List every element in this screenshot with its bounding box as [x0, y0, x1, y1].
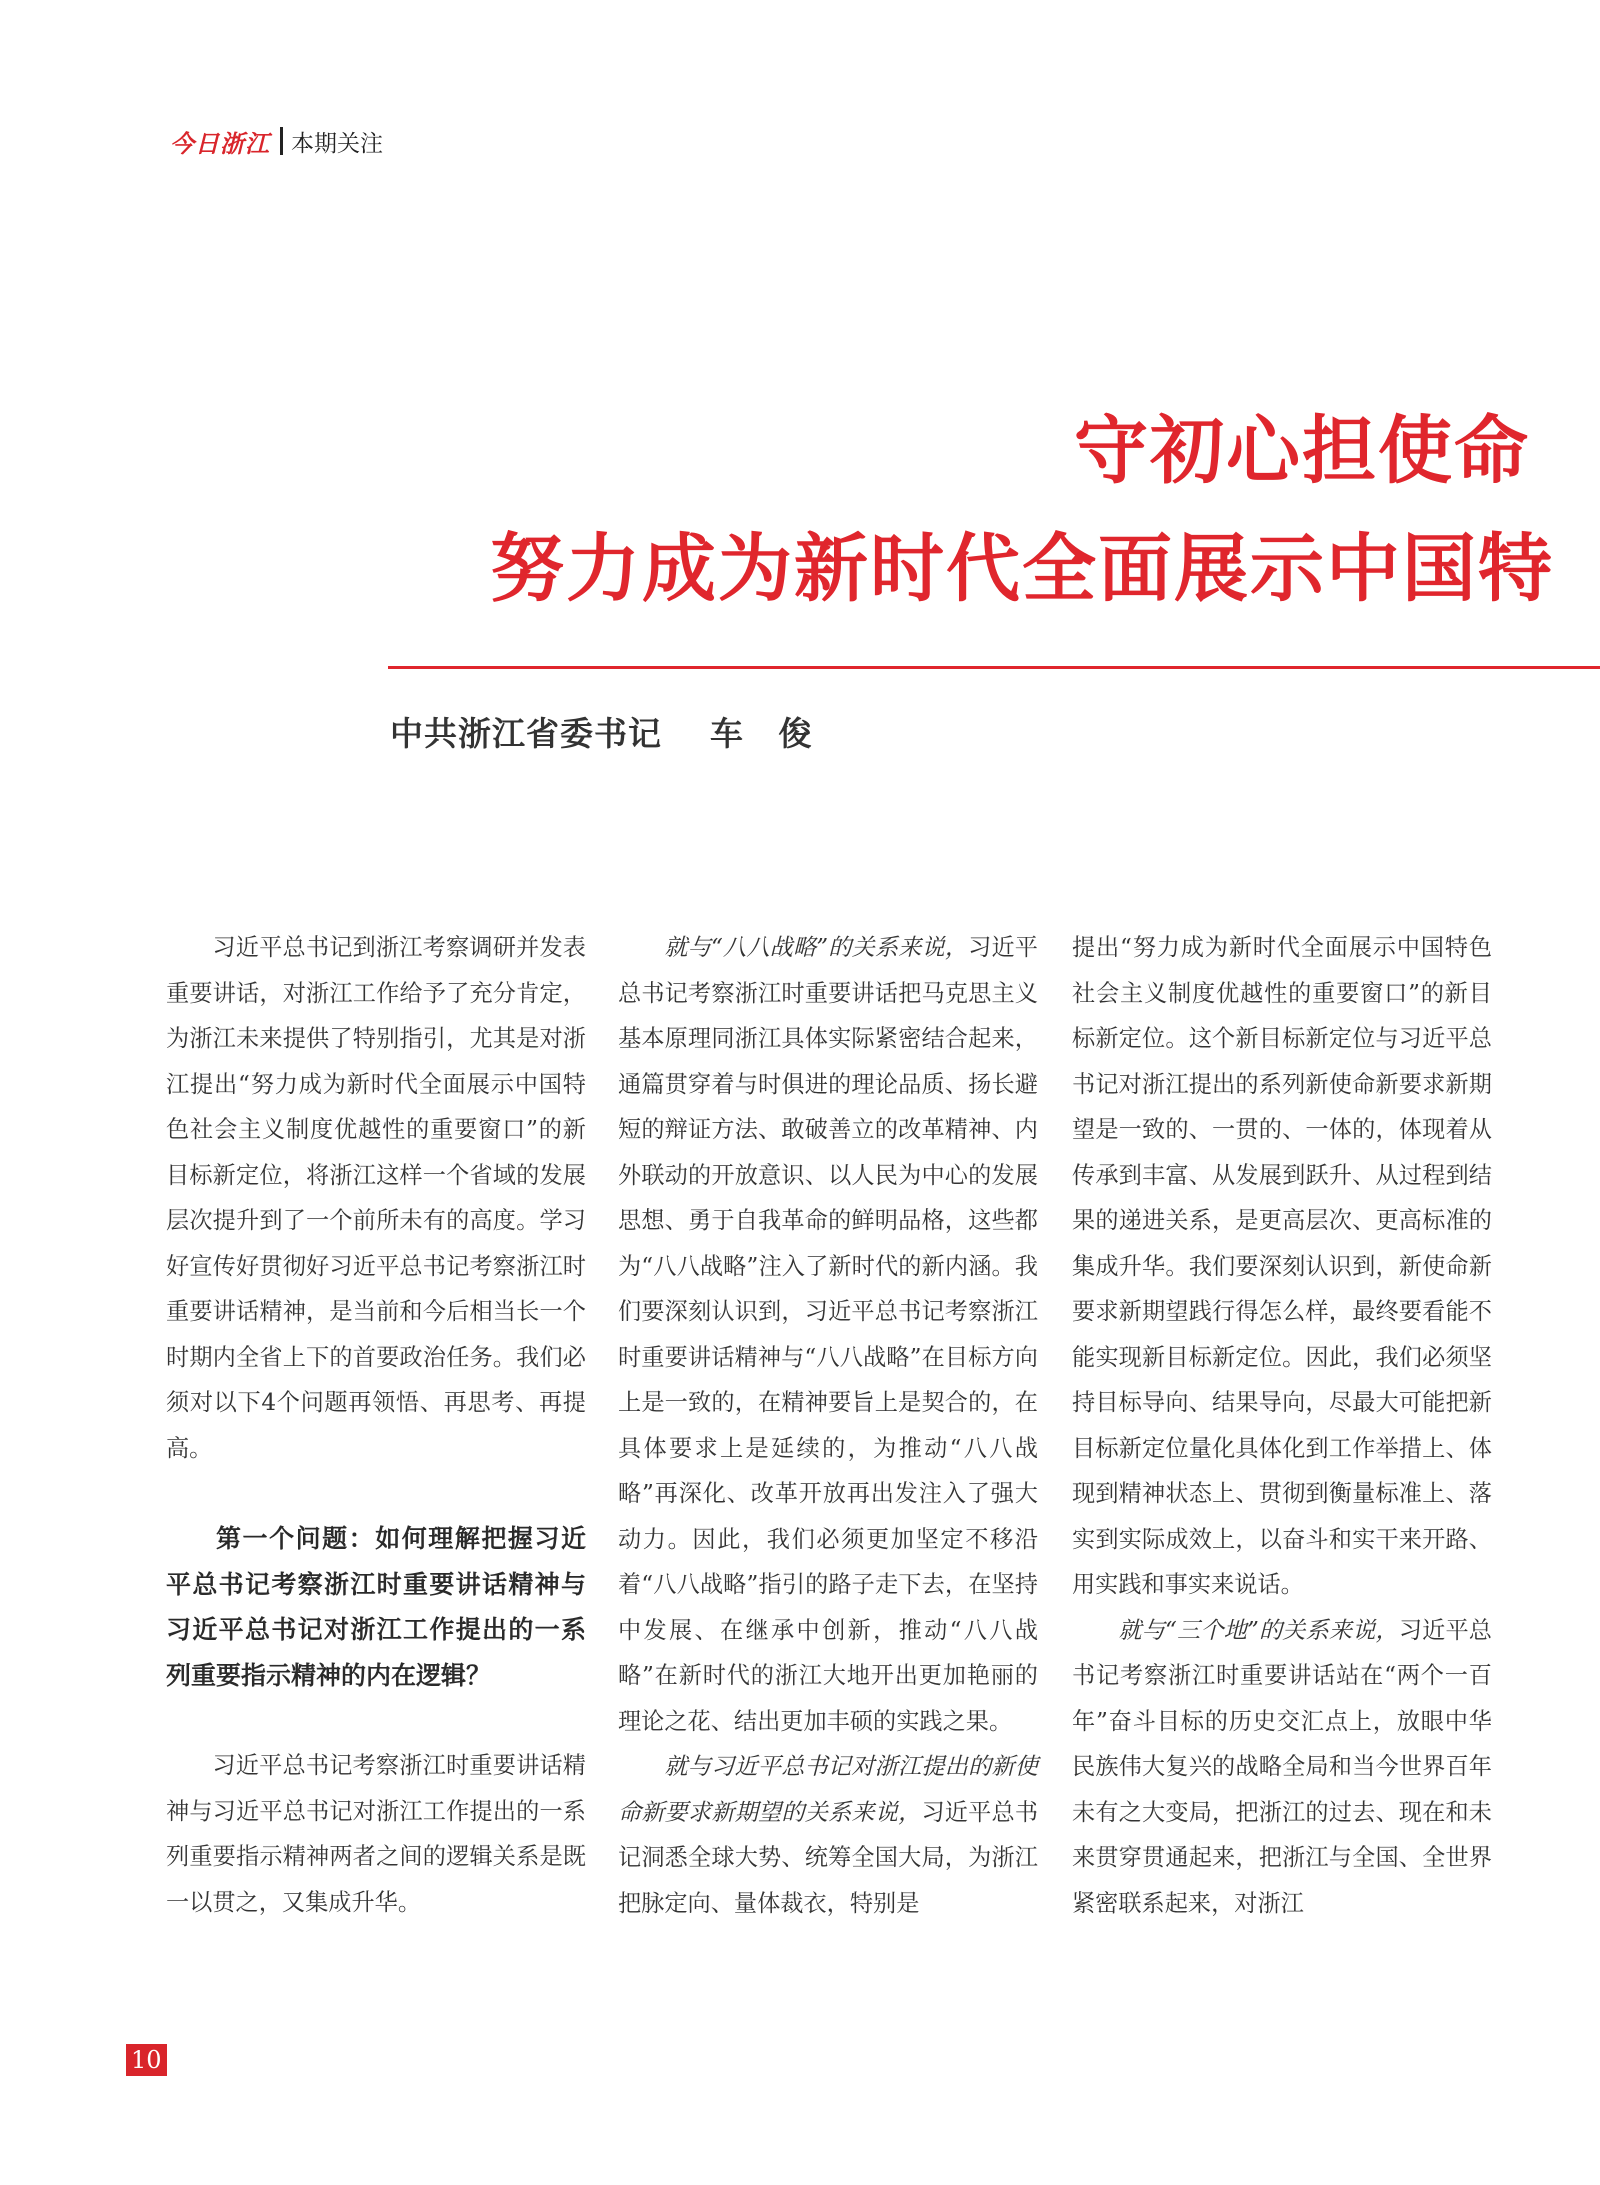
- paragraph-body: 习近平总书记考察浙江时重要讲话把马克思主义基本原理同浙江具体实际紧密结合起来，通篇贯穿着与时俱进的理论品质、扬长避短的辩证方法、敢破善立的改革精神、内外联动的开放意识、以人民为中心的发展思想、勇于自我革命的鲜明品格，这些都为“八八战略”注入了新时代的新内涵。我们要深刻认识到，习近平总书记考察浙江时重要讲话精神与“八八战略”在目标方向上是一致的，在精神要旨上是契合的，在具体要求上是延续的，为推动“八八战略”再深化、改革开放再出发注入了强大动力。因此，我们必须更加坚定不移沿着“八八战略”指引的路子走下去，在坚持中发展、在继承中创新，推动“八八战略”在新时代的浙江大地开出更加艳丽的理论之花、结出更加丰硕的实践之果。: [618, 934, 1038, 1735]
- paragraph: [618, 925, 1038, 1744]
- author-position: 中共浙江省委书记: [390, 714, 662, 753]
- paragraph-gap: [166, 1698, 586, 1743]
- magazine-logo: 今日浙江: [170, 128, 270, 158]
- paragraph-body: 习近平总书记考察浙江时重要讲话站在“两个一百年”奋斗目标的历史交汇点上，放眼中华民族伟大复兴的战略全局和当今世界百年未有之大变局，把浙江的过去、现在和未来贯穿贯通起来，把浙江与全国、全世界紧密联系起来，对浙江: [1072, 1616, 1492, 1917]
- paragraph-body: 习近平总书记洞悉全球大势、统筹全国大局，为浙江把脉定向、量体裁衣，特别是: [618, 1798, 1039, 1917]
- article-title-line-1: 守初心担使命: [1074, 408, 1530, 494]
- author-name: 车 俊: [710, 714, 824, 753]
- paragraph-lead: 就与“八八战略”的关系来说，: [664, 934, 969, 961]
- title-divider: [388, 666, 1600, 669]
- paragraph-lead: 就与“三个地”的关系来说，: [1118, 1616, 1399, 1644]
- text-column-1: [166, 925, 586, 1925]
- section-heading: 第一个问题：如何理解把握习近平总书记考察浙江时重要讲话精神与习近平总书记对浙江工作提出的一系列重要指示精神的内在逻辑？: [166, 1524, 586, 1690]
- author-byline: [390, 708, 824, 755]
- header-separator: [280, 127, 283, 155]
- paragraph: 习近平总书记考察浙江时重要讲话精神与习近平总书记对浙江工作提出的一系列重要指示精神两者之间的逻辑关系是既一以贯之，又集成升华。: [166, 1752, 586, 1916]
- paragraph-lead: 就与习近平总书记对浙江提出的新使命新要求新期望的关系来说，: [618, 1753, 1038, 1826]
- paragraph-gap: [166, 1471, 586, 1516]
- paragraph: 提出“努力成为新时代全面展示中国特色社会主义制度优越性的重要窗口”的新目标新定位。这个新目标新定位与习近平总书记对浙江提出的系列新使命新要求新期望是一致的、一贯的、一体的，体现着从传承到丰富、从发展到跃升、从过程到结果的递进关系，是更高层次、更高标准的集成升华。我们要深刻认识到，新使命新要求新期望践行得怎么样，最终要看能不能实现新目标新定位。因此，我们必须坚持目标导向、结果导向，尽最大可能把新目标新定位量化具体化到工作举措上、体现到精神状态上、贯彻到衡量标准上、落实到实际成效上，以奋斗和实干来开路、用实践和事实来说话。: [1072, 934, 1492, 1598]
- page-header: [170, 124, 383, 158]
- text-column-2: [618, 925, 1038, 1926]
- article-title-line-2: 努力成为新时代全面展示中国特: [490, 526, 1554, 612]
- section-label: 本期关注: [291, 130, 383, 157]
- text-column-3: [1072, 925, 1492, 1926]
- paragraph: [618, 1744, 1038, 1926]
- paragraph: [1072, 1608, 1492, 1927]
- paragraph: 习近平总书记到浙江考察调研并发表重要讲话，对浙江工作给予了充分肯定，为浙江未来提供了特别指引，尤其是对浙江提出“努力成为新时代全面展示中国特色社会主义制度优越性的重要窗口”的新目标新定位，将浙江这样一个省域的发展层次提升到了一个前所未有的高度。学习好宣传好贯彻好习近平总书记考察浙江时重要讲话精神，是当前和今后相当长一个时期内全省上下的首要政治任务。我们必须对以下4个问题再领悟、再思考、再提高。: [166, 934, 586, 1462]
- page-number: 10: [126, 2044, 167, 2076]
